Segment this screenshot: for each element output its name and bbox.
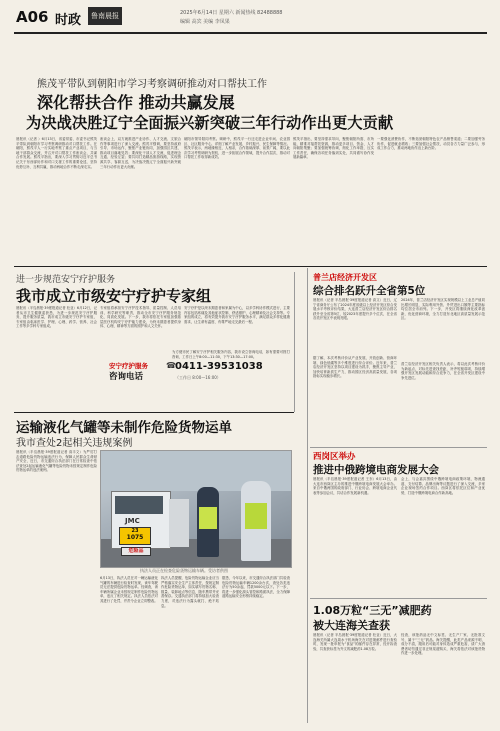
story2-kicker: 进一步规范安宁疗护服务 <box>16 275 116 285</box>
paper-logo-text: 鲁南晨报 <box>91 12 119 20</box>
officer-left-vest <box>199 507 217 529</box>
story5-col-2: 会上，与会嘉宾围绕中俄跨境电商政策环境、物流通道、支付结算、品牌出海等议题进行了深入交流，多家企业现场签约合作项目。西岗区将依托区位和产业优势，打造中俄跨境电商合作新高地。 <box>401 477 485 495</box>
section-name: 时政 <box>55 13 82 28</box>
lead-col-2: 座谈会上，双方就推进产业协作、人才交流、文旅合作等事项进行了深入交流。熊茂平强调，要坚持政府引导、市场运作，聚焦产业链协同，加强园区共建，推动项目落地见效；要深化干部人才交流，促进理念互通、经验互鉴；要共同打造精品旅游线路，实现资源共享、客源互送，为决战决胜辽宁全面振兴新突破三年行动作出更大贡献。 <box>100 137 181 169</box>
photo-caption: 执法人员正在检查危险货物运输车辆。受访者供图 <box>140 568 228 573</box>
lead-bottom-rule <box>14 266 487 267</box>
editor-line: 编辑 高宾 美编 李凤果 <box>180 19 230 25</box>
story3-col-4: 据悉，今年以来，市交通综合执法部门共检查危险货物运输车辆1200余台次，查处各类违法行为50余起，罚款5000元以下。下一步，将进一步强化源头管控和路面执法，全力保障道路运输安全形势持续稳定。 <box>222 576 290 599</box>
lead-col-5: 一要强化消费协作，不断拓宽朝阳特色农产品销售渠道；二要加强劳务协作，促进就业增收；三要加强社会帮扶，动员各方力量广泛参与，形成工作合力，推动两地协作迈上新台阶。 <box>377 137 485 151</box>
inspection-photo <box>100 450 292 568</box>
lead-col-4: 熊茂平指出，要坚持需求导向，聚焦朝阳所需、市所能，精准对接帮扶资源，推动更多项目、资金、人才向朝阳集聚；要加强统筹协调，细化工作举措，压实工作责任，确保各项任务落到实处，共同谱写协作发展新篇章。 <box>293 137 374 160</box>
story2-col-2: 专家组将承担安宁疗护技术指导、质量控制、人员培训、科学研究等职责，推动全市安宁疗护服务规范化、同质化发展。下一步，我市将依托专家组加强基层医疗机构安宁疗护能力建设，为终末期患者提供身体、心理、精神等方面的照护和人文关怀。 <box>100 306 181 329</box>
story2-col-1: 晨报讯（半岛晨报·39度报道记者 杜亚）6月12日，记者从市卫生健康委获悉，为进一步规范安宁疗护服务，提升服务质量，我市成立市级安宁疗护专家组，专家组由临床医学、护理、心理、药学、营养、社会工作等多学科专家组成。 <box>16 306 97 329</box>
lead-col-1: 晨报讯（记者 ）6月13日，省委常委、市委书记熊茂平带队到朝阳市学习考察调研推动对口帮扶工作。在朝阳，熊茂平人一行实地考察了重点产业项目，与当地干部群众交流，并召开对口帮扶工作座谈会，共谋合作发展。熊茂平指出，要深入学习贯彻习近平总书记关于东西部协作和对口支援工作的重要论述，坚持优势互补、互利共赢，推动两地合作不断走深走实。 <box>16 137 97 169</box>
lead-headline-2: 为决战决胜辽宁全面振兴新突破三年行动作出更大贡献 <box>26 114 394 132</box>
story3-col-3: 执法人员提醒，危险货物运输企业应当严格落实安全生产主体责任，按规定制作危险货物运单，如实填写货物名称、数量、装卸地点等信息，随车携带并妥善保存。交通执法部门将持续加大检查力度，对违法行为露头就打、绝不姑息。 <box>161 576 219 608</box>
story2-col-3: 安宁疗护是以终末期患者和家属为中心，以多学科协作模式进行，主要内容包括疼痛及其他症状控制、舒适照护、心理精神及社会支持等。专家组的成立，将有效提升我市安宁疗护服务水平，满足群众多样化健康需求，让生命有温度、有尊严地走完最后一程。 <box>184 306 290 324</box>
story4-col-4: 普兰店经济开发区相关负责人表示，将以此次考核评价为新起点，对标先进查找差距，补齐短板弱项，持续增强开发区发展动能和综合竞争力，在全省开发区建设中争先进位。 <box>401 362 485 380</box>
story5-bottom-rule <box>310 598 487 599</box>
story2-headline: 我市成立市级安宁疗护专家组 <box>16 287 212 305</box>
story6-headline-2: 被大连海关查获 <box>313 619 390 632</box>
story3-headline: 运输液化气罐等未制作危险货物运单 <box>16 420 232 436</box>
masthead <box>0 0 500 42</box>
story6-col-2: 经查，该批药品无中文标签、无生产厂家、无批准文号，属于“三无”药品。海关提醒，此类产品来源不明，成分不清，服用后可能对身体造成严重危害，请广大消费者切勿通过非正规渠道购买，海关将依法对该批货物作进一步处理。 <box>401 633 485 656</box>
hospice-hotline-box <box>106 350 291 391</box>
truck-body <box>169 499 189 547</box>
story4-headline: 综合排名跃升全省第5位 <box>313 285 426 297</box>
story3-col-2: 6月13日，执法人员在对一辆运输液化气罐的车辆进行检查时发现，该车驾驶员无法提供危险货物运单。经调查，该车辆所属企业未按规定制作危险货物运单，违反了相关规定。执法人员依法对其进行了处罚，并责令企业立即整改。 <box>100 576 158 603</box>
story3-col-1: 晨报讯（半岛晨报·39度报道记者 高丰文）为严厉打击道路危险货物运输违法行为，保障人民群众生命财产安全，近日，市交通综合执法部门在日常检查中依法查处2起运输液化气罐等危险货物未按规定制作危险货物运单的违法案例。 <box>16 450 97 473</box>
story3-subhead: 我市查处2起相关违规案例 <box>16 438 133 449</box>
masthead-rule <box>14 32 487 34</box>
page-number: A06 <box>16 8 49 26</box>
story2-right-divider <box>294 272 295 412</box>
plate-line-2: 1075 <box>126 534 144 541</box>
story2-bottom-rule <box>14 412 294 413</box>
hotline-phone-number: 0411-39531038 <box>175 361 263 372</box>
hazard-sign-text: 危险品 <box>128 548 144 554</box>
phone-icon: ☎ <box>166 361 176 370</box>
issue-line: 2025年6月14日 星期六 新闻热线 82488888 <box>180 10 283 16</box>
story6-headline-1: 1.08万粒“三无”减肥药 <box>313 604 432 617</box>
plate-line-1: 23 <box>131 528 139 534</box>
officer-right-vest <box>245 503 267 529</box>
lead-headline-1: 深化帮扶合作 推动共赢发展 <box>37 93 235 112</box>
story5-col-1: 晨报讯（半岛晨报·39度报道记者 王东）6月13日，由大连市西岗区主办的推进中俄跨境电商发展大会举办。来自中俄两国的政府部门、行业协会、跨境电商企业代表等参加会议，共话合作发展新机遇。 <box>313 477 397 495</box>
lead-kicker: 熊茂平带队到朝阳市学习考察调研推动对口帮扶工作 <box>37 79 267 90</box>
story2-notice: 为方便市民了解安宁疗护相关服务内容，我市设立咨询电话，如有需要可拨打咨询，工作日上午8:00—11:30，下午13:30—17:00。 <box>172 350 290 359</box>
license-plate <box>119 527 151 545</box>
story6-col-1: 晨报讯（记者 半岛晨报·39度报道记者 杜亚）近日，大连海关所属大连周水子机场海关在对进境邮件进行查验时，发现一批申报为“食品”的邮件存在异常，经开拆查验，共查获标签为外文的减肥药1.08万粒。 <box>313 633 397 651</box>
story4-col-2: 据了解，本次考核评价从产业发展、开放创新、营商环境、绿色低碳等多个维度进行综合评价。近年来，普兰店经济开发区坚持以项目建设为抓手，聚焦主导产业，加快培育新质生产力，推动园区经济高质量发展，各项指标实现稳步增长。 <box>313 356 397 379</box>
story4-col-1: 晨报讯（记者 半岛晨报·39度报道记者 高文）近日，辽宁省商务厅公布了2024年度省级以上经济开发区综合发展水平考核评价结果，大连普兰店经济开发区综合排名跃升至全省第5位，较2023年度提升多个位次，在全省各类开发区中表现亮眼。 <box>313 298 397 321</box>
story5-headline: 推进中俄跨境电商发展大会 <box>313 464 439 476</box>
truck-brand: JMC <box>125 517 140 525</box>
hotline-title-line-1: 安宁疗护服务 <box>109 362 148 370</box>
paper-logo <box>88 7 122 25</box>
hotline-title-line-2: 咨询电话 <box>109 372 144 382</box>
hazard-sign <box>121 547 151 556</box>
hotline-phone-note: （工作日 8:00—16:00） <box>175 375 221 380</box>
story5-kicker: 西岗区举办 <box>313 452 356 462</box>
lead-col-3: 朝阳市领导陪同考察。调研中，熊茂平一行还走进企业车间、农业园区、社区服务中心，详细了解产业发展、乡村振兴、民生保障等情况。熊茂平表示，两地缘相近、人相亲，合作基础深厚、前景广阔，要以此次学习考察调研为契机，进一步拓展合作领域，提升合作层次，推动对口帮扶工作取得新成效。 <box>184 137 290 160</box>
truck-windshield <box>115 496 163 514</box>
story4-col-3: 2024年，普兰店经济开发区实现规模以上工业总产值同比增长明显，实际利用外资、外贸进出口额等主要指标均位居全市前列。下一步，开发区将继续深化改革创新，优化营商环境，全力打造东北地区高质量发展示范区。 <box>401 298 485 321</box>
story4-kicker: 普兰店经济开发区 <box>313 273 377 282</box>
story4-bottom-rule <box>310 447 487 448</box>
right-column-divider <box>307 268 308 723</box>
